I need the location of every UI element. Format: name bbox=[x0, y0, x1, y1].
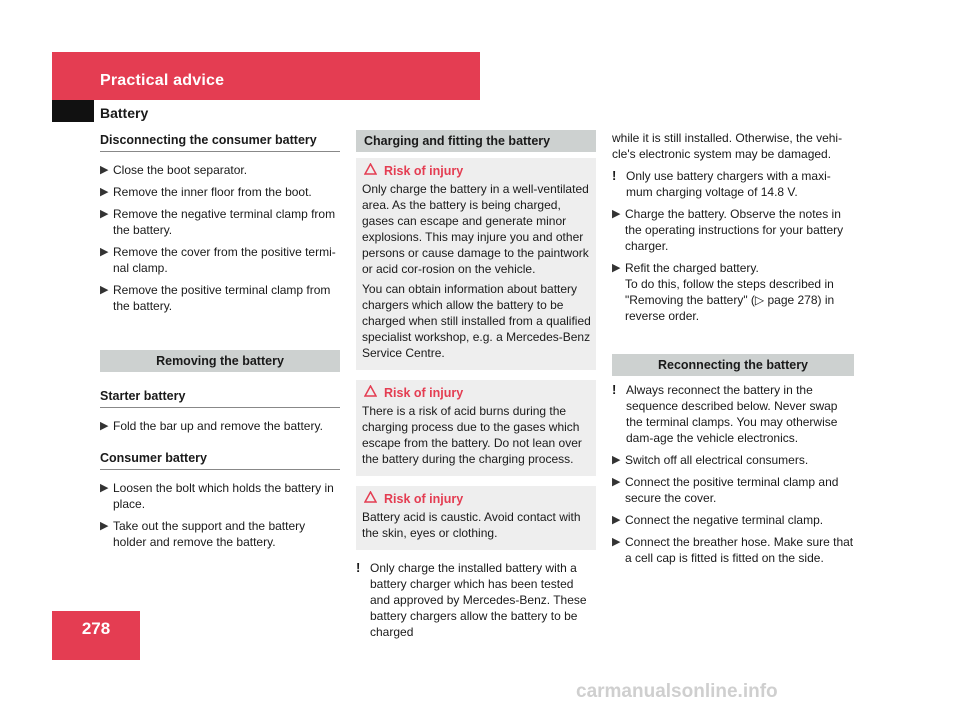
warning-title: Risk of injury bbox=[384, 386, 464, 400]
step-arrow-icon: ▶ bbox=[100, 208, 109, 220]
step-arrow-icon: ▶ bbox=[100, 246, 109, 258]
starter-battery-heading: Starter battery bbox=[100, 384, 340, 408]
charging-heading: Charging and fitting the battery bbox=[356, 130, 596, 152]
step-arrow-icon: ▶ bbox=[612, 476, 621, 488]
disconnect-heading: Disconnecting the consumer battery bbox=[100, 128, 340, 152]
column-middle bbox=[356, 130, 596, 646]
note-item: ! Always reconnect the battery in the sequence described below. Never swap the terminal clamps. You may otherwise dam-age the vehicle electronics. bbox=[612, 382, 838, 445]
step-arrow-icon: ▶ bbox=[100, 420, 109, 432]
warning-text: You can obtain information about battery chargers which allow the battery to be charged when still installed from a qualified specialist workshop, e.g. a Mercedes-Benz Service Centre. bbox=[362, 282, 591, 360]
warning-triangle-icon bbox=[364, 491, 378, 507]
step-arrow-icon: ▶ bbox=[100, 520, 109, 532]
warning-box bbox=[356, 158, 596, 370]
step-item: ▶ Remove the cover from the positive termi-nal clamp. bbox=[100, 245, 336, 275]
step-arrow-icon: ▶ bbox=[612, 208, 621, 220]
section-title: Practical advice bbox=[100, 72, 225, 89]
warning-text: Only charge the battery in a well-ventilated area. As the battery is being charged, gases can escape and generate minor explosions. This may injure you and other persons or cause damage to the paintwork or acid cor-rosion on the vehicle. bbox=[362, 182, 589, 276]
step-arrow-icon: ▶ bbox=[612, 536, 621, 548]
warning-title: Risk of injury bbox=[384, 492, 464, 506]
step-arrow-icon: ▶ bbox=[100, 164, 109, 176]
exclamation-icon: ! bbox=[356, 560, 361, 575]
step-item: ▶ Connect the breather hose. Make sure that a cell cap is fitted is fitted on the side. bbox=[612, 535, 854, 565]
step-arrow-icon: ▶ bbox=[100, 482, 109, 494]
continued-text: while it is still installed. Otherwise, the vehi-cle's electronic system may be damaged. bbox=[612, 131, 843, 161]
step-item: ▶ Remove the negative terminal clamp from the battery. bbox=[100, 207, 336, 237]
warning-title: Risk of injury bbox=[384, 164, 464, 178]
note-item: ! Only use battery chargers with a maxi-mum charging voltage of 14.8 V. bbox=[612, 168, 831, 199]
step-item: ▶ Fold the bar up and remove the battery. bbox=[100, 419, 323, 433]
step-item: ▶ Refit the charged battery. To do this, follow the steps described in "Removing the battery" (▷ page 278) in reverse order. bbox=[612, 261, 835, 323]
step-arrow-icon: ▶ bbox=[612, 262, 621, 274]
step-item: ▶ Switch off all electrical consumers. bbox=[612, 453, 809, 467]
exclamation-icon: ! bbox=[612, 168, 617, 183]
warning-triangle-icon bbox=[364, 385, 378, 401]
exclamation-icon: ! bbox=[612, 382, 617, 397]
step-arrow-icon: ▶ bbox=[612, 514, 621, 526]
warning-box bbox=[356, 486, 596, 550]
step-item: ▶ Remove the inner floor from the boot. bbox=[100, 185, 312, 199]
reconnecting-heading: Reconnecting the battery bbox=[612, 354, 854, 376]
step-item: ▶ Take out the support and the battery holder and remove the battery. bbox=[100, 519, 306, 549]
warning-text: There is a risk of acid burns during the charging process due to the gases which escape from the battery. Do not lean over the battery during the charging process. bbox=[362, 404, 582, 466]
consumer-battery-heading: Consumer battery bbox=[100, 446, 340, 470]
step-arrow-icon: ▶ bbox=[100, 284, 109, 296]
page-number: 278 bbox=[81, 619, 111, 638]
removing-heading: Removing the battery bbox=[100, 350, 340, 372]
watermark: carmanualsonline.info bbox=[576, 681, 778, 702]
column-right bbox=[612, 130, 854, 572]
subsection-title: Battery bbox=[100, 105, 149, 121]
warning-box bbox=[356, 380, 596, 476]
step-item: ▶ Close the boot separator. bbox=[100, 163, 248, 177]
step-item: ▶ Connect the negative terminal clamp. bbox=[612, 513, 824, 527]
warning-triangle-icon bbox=[364, 163, 378, 179]
step-arrow-icon: ▶ bbox=[612, 454, 621, 466]
step-item: ▶ Connect the positive terminal clamp and secure the cover. bbox=[612, 475, 839, 505]
step-item: ▶ Remove the positive terminal clamp from the battery. bbox=[100, 283, 331, 313]
column-left bbox=[100, 128, 340, 556]
step-arrow-icon: ▶ bbox=[100, 186, 109, 198]
step-item: ▶ Charge the battery. Observe the notes in the operating instructions for your battery charger. bbox=[612, 207, 844, 253]
note-item: ! Only charge the installed battery with a battery charger which has been tested and approved by Mercedes-Benz. These battery chargers allow the battery to be charged bbox=[356, 560, 587, 639]
header-tab-marker bbox=[52, 100, 94, 122]
refit-detail: To do this, follow the steps described in "Removing the battery" (▷ page 278) in reverse order. bbox=[625, 277, 835, 323]
warning-text: Battery acid is caustic. Avoid contact with the skin, eyes or clothing. bbox=[362, 510, 581, 540]
step-item: ▶ Loosen the bolt which holds the battery in place. bbox=[100, 481, 334, 511]
